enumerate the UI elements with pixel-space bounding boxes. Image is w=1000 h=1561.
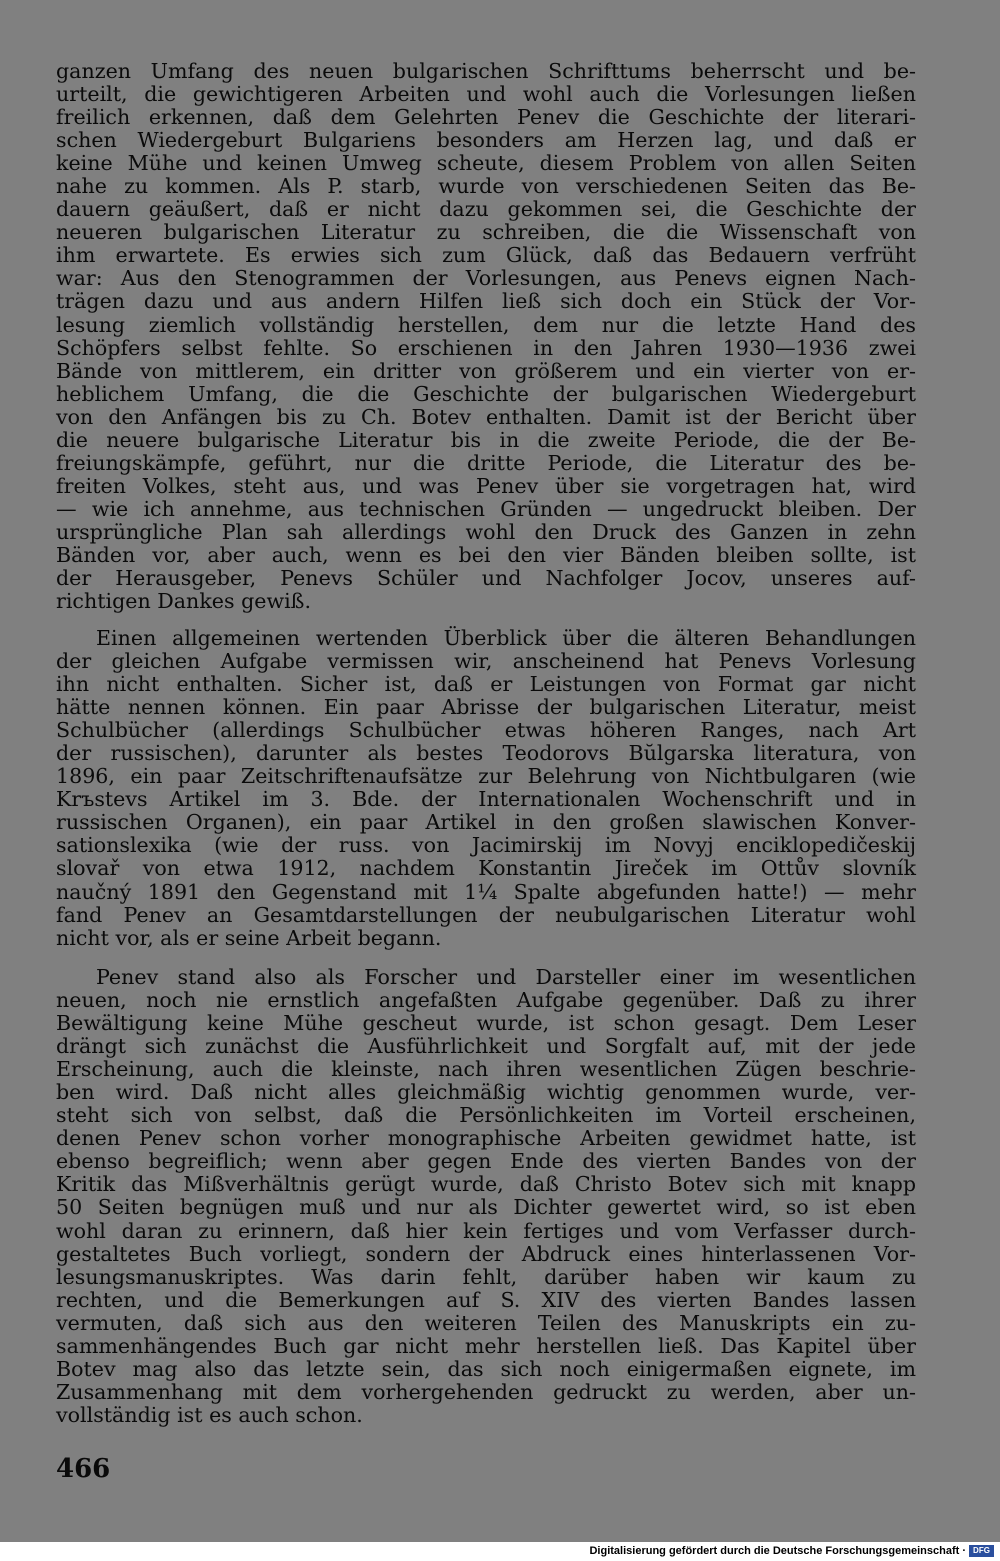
text-line: dauern geäußert, daß er nicht dazu gekommen sei, die Geschichte der: [56, 197, 916, 222]
text-line: freiten Volkes, steht aus, und was Penev über sie vorgetragen hat, wird: [56, 473, 916, 498]
text-line: der gleichen Aufgabe vermissen wir, anscheinend hat Penevs Vorlesung: [56, 649, 916, 674]
text-line: die neuere bulgarische Literatur bis in die zweite Periode, die der Be-: [56, 427, 916, 452]
dfg-logo: DFG: [969, 1545, 994, 1557]
text-line: Erscheinung, auch die kleinste, nach ihren wesentlichen Zügen beschrie-: [56, 1057, 916, 1082]
text-line: naučný 1891 den Gegenstand mit 1¼ Spalte abgefunden hatte!) — mehr: [56, 879, 916, 904]
text-line: lesungsmanuskriptes. Was darin fehlt, darüber haben wir kaum zu: [56, 1264, 916, 1289]
text-line: steht sich von selbst, daß die Persönlichkeiten im Vorteil erscheinen,: [56, 1103, 916, 1128]
text-line: Krъstevs Artikel im 3. Bde. der Internationalen Wochenschrift und in: [56, 787, 916, 812]
text-line: russischen Organen), ein paar Artikel in den großen slawischen Konver-: [56, 810, 916, 835]
text-line: der russischen), darunter als bestes Teodorovs Bŭlgarska literatura, von: [56, 741, 916, 766]
text-line: neueren bulgarischen Literatur zu schreiben, die die Wissenschaft von: [56, 220, 916, 245]
text-line: 50 Seiten begnügen muß und nur als Dichter gewertet wird, so ist eben: [56, 1195, 916, 1220]
text-line: slovař von etwa 1912, nachdem Konstantin Jireček im Ottův slovník: [56, 856, 916, 881]
text-line: vermuten, daß sich aus den weiteren Teilen des Manuskripts ein zu-: [56, 1310, 916, 1335]
text-line: urteilt, die gewichtigeren Arbeiten und wohl auch die Vorlesungen ließen: [56, 82, 916, 107]
text-line: neuen, noch nie ernstlich angefaßten Aufgabe gegenüber. Daß zu ihrer: [56, 988, 916, 1013]
text-line: gestaltetes Buch vorliegt, sondern der Abdruck eines hinterlassenen Vor-: [56, 1241, 916, 1266]
text-line: fand Penev an Gesamtdarstellungen der neubulgarischen Literatur wohl: [56, 902, 916, 927]
text-line: Zusammenhang mit dem vorhergehenden gedruckt zu werden, aber un-: [56, 1379, 916, 1404]
text-line: Kritik das Mißverhältnis gerügt wurde, daß Christo Botev sich mit knapp: [56, 1172, 916, 1197]
text-line: nicht vor, als er seine Arbeit begann.: [56, 925, 442, 950]
text-line: heblichem Umfang, die die Geschichte der bulgarischen Wiedergeburt: [56, 381, 916, 406]
text-line: lesung ziemlich vollständig herstellen, dem nur die letzte Hand des: [56, 312, 916, 337]
text-line: Schulbücher (allerdings Schulbücher etwas höheren Ranges, nach Art: [56, 718, 916, 743]
paragraph-1: [56, 60, 916, 613]
text-line: — wie ich annehme, aus technischen Gründen — ungedruckt bleiben. Der: [56, 496, 916, 521]
text-line: ganzen Umfang des neuen bulgarischen Schrifttums beherrscht und be-: [56, 59, 916, 83]
text-line: trägen dazu und aus andern Hilfen ließ sich doch ein Stück der Vor-: [56, 289, 916, 314]
text-line: freiungskämpfe, geführt, nur die dritte Periode, die Literatur des be-: [56, 450, 916, 475]
text-line: sationslexika (wie der russ. von Jacimirskij im Novyj enciklopedičeskij: [56, 833, 916, 858]
text-line: richtigen Dankes gewiß.: [56, 589, 311, 614]
text-line: denen Penev schon vorher monographische Arbeiten gewidmet hatte, ist: [56, 1126, 916, 1151]
text-line: ben wird. Daß nicht alles gleichmäßig wichtig genommen wurde, ver-: [56, 1080, 916, 1105]
text-line: rechten, und die Bemerkungen auf S. XIV des vierten Bandes lassen: [56, 1287, 916, 1312]
page-number: 466: [56, 1454, 111, 1484]
text-line: Penev stand also als Forscher und Darsteller einer im wesentlichen: [96, 965, 916, 989]
text-line: der Herausgeber, Penevs Schüler und Nachfolger Jocov, unseres auf-: [56, 566, 916, 591]
text-line: Botev mag also das letzte sein, das sich noch einigermaßen eignete, im: [56, 1356, 916, 1381]
text-line: freilich erkennen, daß dem Gelehrten Penev die Geschichte der literari-: [56, 105, 916, 130]
text-line: wohl daran zu erinnern, daß hier kein fertiges und vom Verfasser durch-: [56, 1218, 916, 1243]
text-line: nahe zu kommen. Als P. starb, wurde von verschiedenen Seiten das Be-: [56, 174, 916, 199]
paragraph-2: [56, 627, 916, 950]
text-line: war: Aus den Stenogrammen der Vorlesungen, aus Penevs eignen Nach-: [56, 266, 916, 291]
text-line: von den Anfängen bis zu Ch. Botev enthalten. Damit ist der Bericht über: [56, 404, 916, 429]
text-line: Bände von mittlerem, ein dritter von größerem und ein vierter von er-: [56, 358, 916, 383]
text-line: Einen allgemeinen wertenden Überblick über die älteren Behandlungen: [96, 626, 916, 650]
text-line: 1896, ein paar Zeitschriftenaufsätze zur Belehrung von Nichtbulgaren (wie: [56, 764, 916, 789]
text-line: keine Mühe und keinen Umweg scheute, diesem Problem von allen Seiten: [56, 151, 916, 176]
text-line: ihm erwartete. Es erwies sich zum Glück, daß das Bedauern verfrüht: [56, 243, 916, 268]
text-line: Schöpfers selbst fehlte. So erschienen in den Jahren 1930—1936 zwei: [56, 335, 916, 360]
paragraph-3: [56, 966, 916, 1427]
text-line: vollständig ist es auch schon.: [56, 1402, 363, 1427]
text-line: ihn nicht enthalten. Sicher ist, daß er Leistungen von Format gar nicht: [56, 672, 916, 697]
text-line: Bänden vor, aber auch, wenn es bei den vier Bänden bleiben sollte, ist: [56, 542, 916, 567]
funding-credit: Digitalisierung gefördert durch die Deutsche Forschungsgemeinschaft ·: [589, 1545, 966, 1557]
text-line: sammenhängendes Buch gar nicht mehr herstellen ließ. Das Kapitel über: [56, 1333, 916, 1358]
text-line: drängt sich zunächst die Ausführlichkeit und Sorgfalt auf, mit der jede: [56, 1034, 916, 1059]
text-line: ebenso begreiflich; wenn aber gegen Ende des vierten Bandes von der: [56, 1149, 916, 1174]
text-line: Bewältigung keine Mühe gescheut wurde, ist schon gesagt. Dem Leser: [56, 1011, 916, 1036]
text-line: schen Wiedergeburt Bulgariens besonders am Herzen lag, und daß er: [56, 128, 916, 153]
text-line: ursprüngliche Plan sah allerdings wohl den Druck des Ganzen in zehn: [56, 519, 916, 544]
text-line: hätte nennen können. Ein paar Abrisse der bulgarischen Literatur, meist: [56, 695, 916, 720]
